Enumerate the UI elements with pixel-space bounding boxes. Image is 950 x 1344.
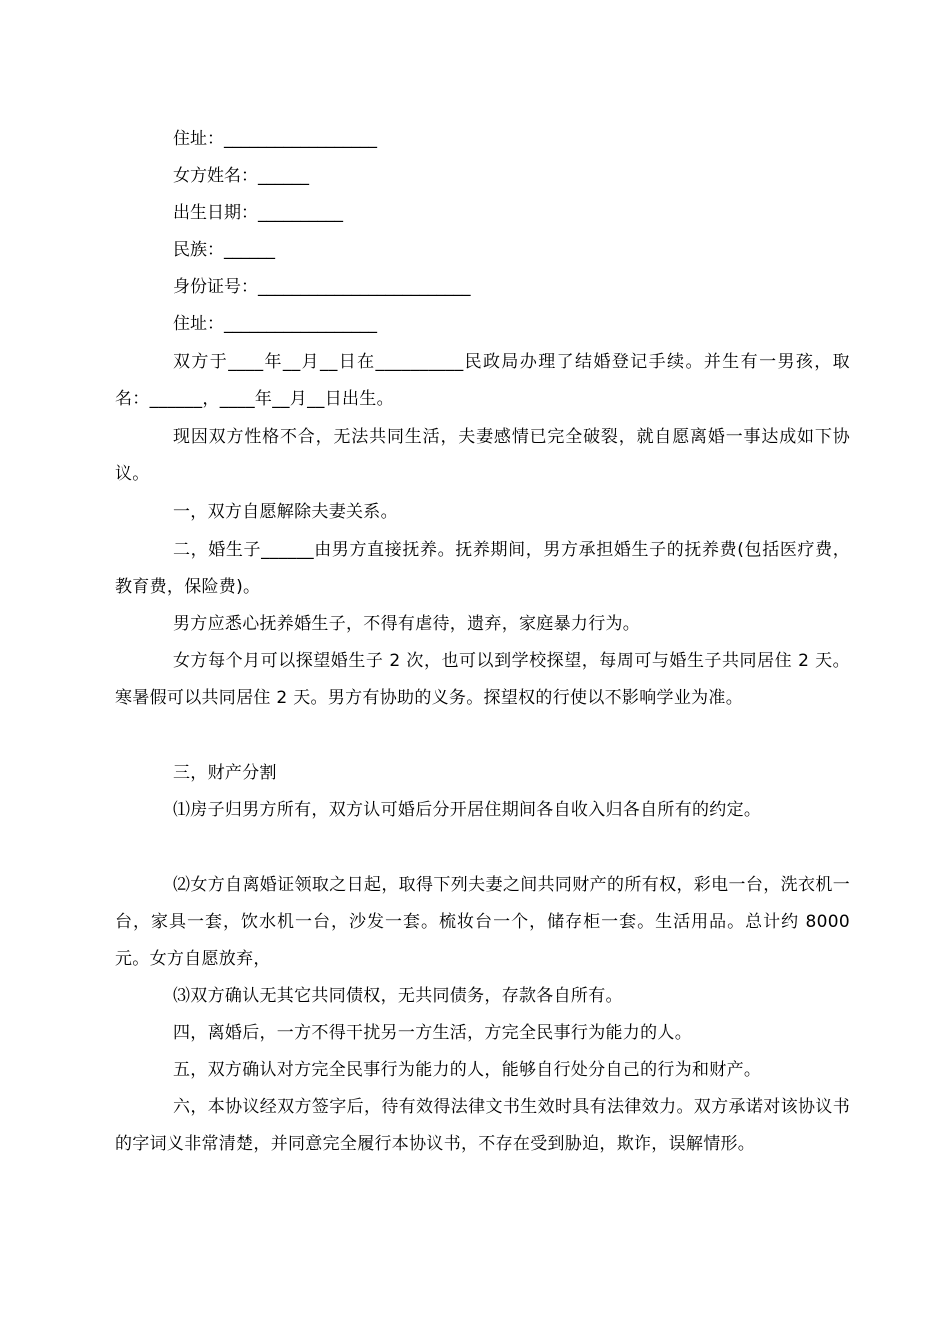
paragraph-divorce-reason: 现因双方性格不合，无法共同生活，夫妻感情已完全破裂，就自愿离婚一事达成如下协议。 — [115, 427, 850, 484]
paragraph-visitation: 女方每个月可以探望婚生子 2 次，也可以到学校探望，每周可与婚生子共同居住 2 天。寒暑假可以共同居住 2 天。男方有协助的义务。探望权的行使以不影响学业为准。 — [115, 651, 850, 708]
paragraph-property-1: ⑴房子归男方所有，双方认可婚后分开居住期间各自收入归各自所有的约定。 — [173, 800, 762, 820]
paragraph-child-care: 男方应悉心抚养婚生子，不得有虐待，遗弃，家庭暴力行为。 — [173, 614, 641, 634]
field-label: 住址： — [173, 314, 224, 334]
field-id-number — [173, 276, 471, 298]
field-female-name — [173, 165, 309, 187]
paragraph-marriage-registration: 双方于____年__月__日在__________民政局办理了结婚登记手续。并生有一男孩，取名：______，____年__月__日出生。 — [115, 352, 850, 409]
field-blank: ______ — [224, 240, 275, 260]
field-address-2 — [173, 313, 377, 335]
paragraph-clause-2-custody: 二，婚生子______由男方直接抚养。抚养期间，男方承担婚生子的抚养费(包括医疗费，教育费，保险费)。 — [115, 540, 850, 597]
paragraph-clause-3-heading: 三，财产分割 — [173, 763, 277, 783]
paragraph-clause-5: 五，双方确认对方完全民事行为能力的人，能够自行处分自己的行为和财产。 — [173, 1060, 762, 1080]
paragraph-clause-1: 一，双方自愿解除夫妻关系。 — [173, 502, 398, 522]
field-label: 住址： — [173, 129, 224, 149]
field-birth-date — [173, 202, 343, 224]
field-blank: __________________ — [224, 314, 377, 334]
field-address-1 — [173, 128, 377, 150]
field-label: 民族： — [173, 240, 224, 260]
paragraph-property-3: ⑶双方确认无其它共同债权，无共同债务，存款各自所有。 — [173, 986, 623, 1006]
paragraph-clause-6: 六，本协议经双方签字后，待有效得法律文书生效时具有法律效力。双方承诺对该协议书的字词义非常清楚，并同意完全履行本协议书，不存在受到胁迫，欺诈，误解情形。 — [115, 1097, 850, 1154]
paragraph-clause-4: 四，离婚后，一方不得干扰另一方生活，方完全民事行为能力的人。 — [173, 1023, 692, 1043]
field-label: 身份证号： — [173, 277, 258, 297]
field-blank: ______ — [258, 166, 309, 186]
field-label: 出生日期： — [173, 203, 258, 223]
field-blank: __________ — [258, 203, 343, 223]
paragraph-property-2: ⑵女方自离婚证领取之日起，取得下列夫妻之间共同财产的所有权，彩电一台，洗衣机一台，家具一套，饮水机一台，沙发一套。梳妆台一个，储存柜一套。生活用品。总计约 8000 元。女方自愿放弃， — [115, 875, 850, 969]
field-blank: __________________ — [224, 129, 377, 149]
field-label: 女方姓名： — [173, 166, 258, 186]
field-ethnicity — [173, 239, 275, 261]
field-blank: _________________________ — [258, 277, 471, 297]
